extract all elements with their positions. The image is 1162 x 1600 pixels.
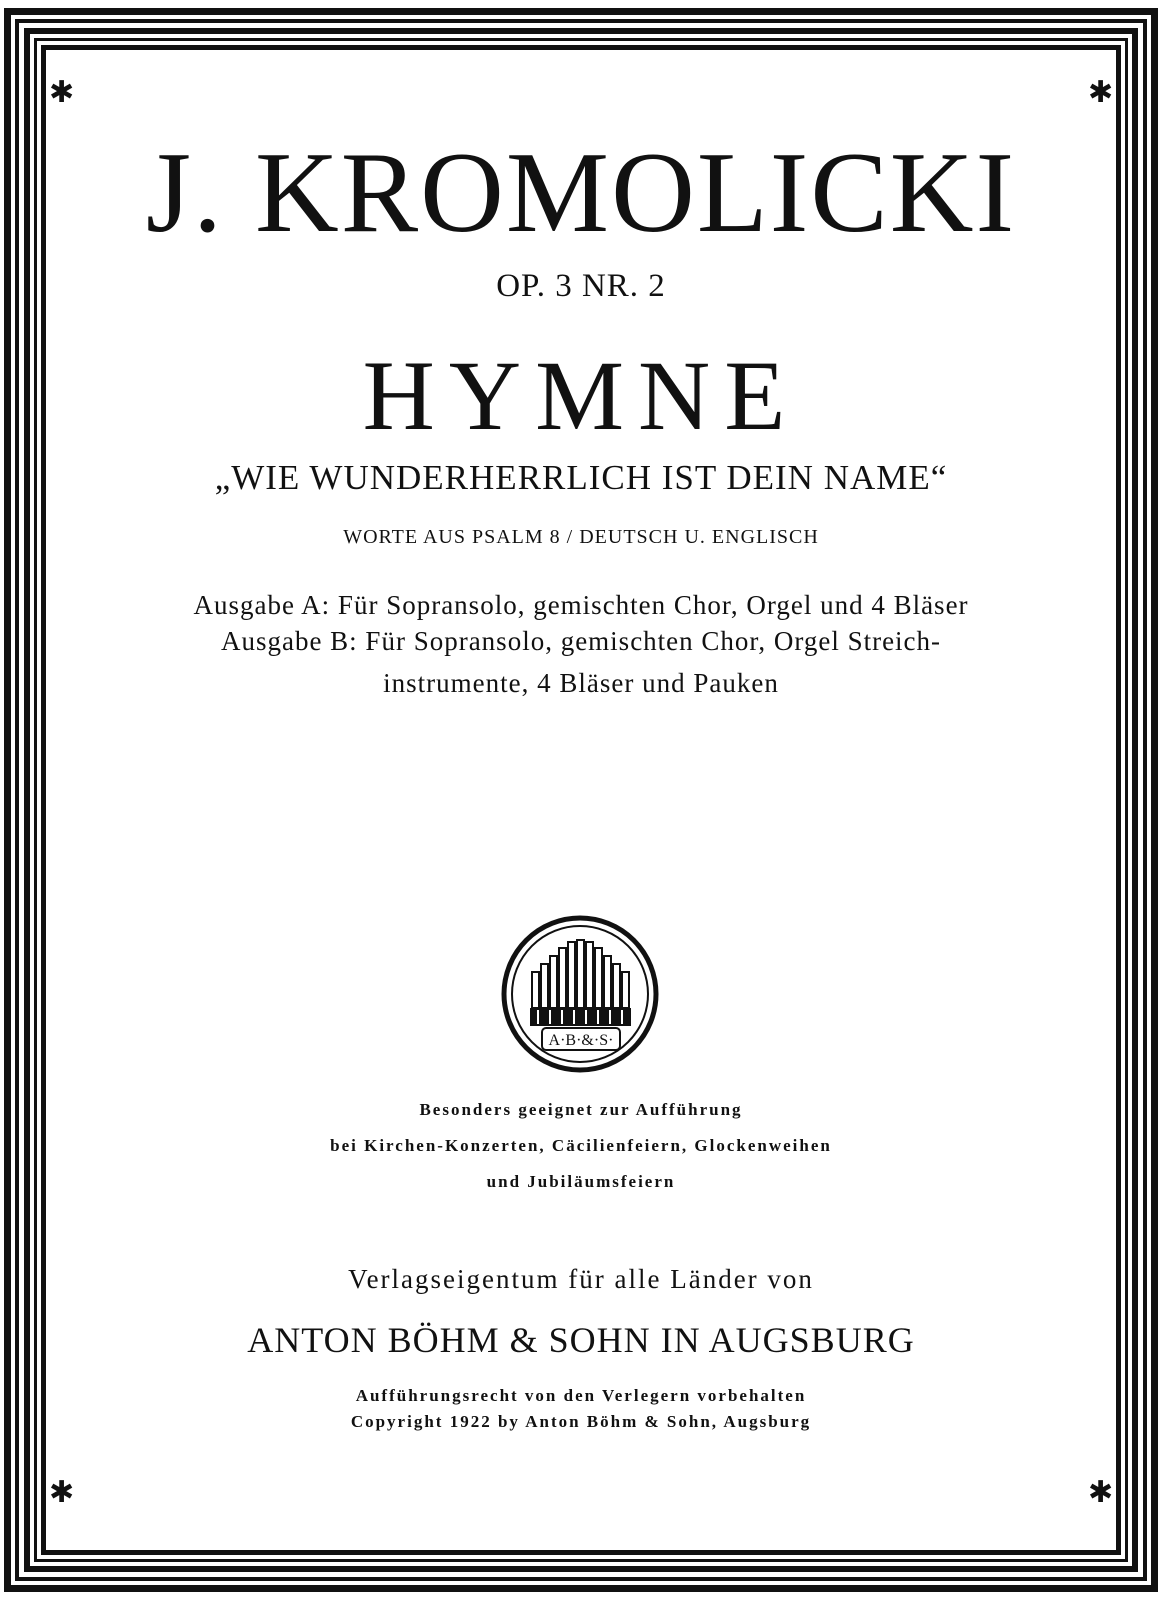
copyright-notice: Copyright 1922 by Anton Böhm & Sohn, Augsburg	[350, 1412, 812, 1431]
corner-asterisk-icon: ✱	[49, 75, 75, 110]
corner-asterisk-icon: ✱	[1088, 75, 1114, 110]
edition-b-line-1: Ausgabe B: Für Sopransolo, gemischten Chor, Orgel Streich-	[220, 626, 942, 656]
edition-b-line-2: instrumente, 4 Bläser und Pauken	[383, 668, 779, 698]
corner-asterisk-icon: ✱	[49, 1475, 75, 1510]
organ-pipes-emblem-icon	[500, 914, 660, 1074]
work-title: HYMNE	[362, 340, 800, 451]
opus-number: OP. 3 NR. 2	[496, 268, 666, 304]
publisher-name: ANTON BÖHM & SOHN IN AUGSBURG	[247, 1320, 915, 1360]
performance-note-line-1: Besonders geeignet zur Aufführung	[419, 1100, 743, 1119]
words-note: WORTE AUS PSALM 8 / DEUTSCH U. ENGLISCH	[343, 526, 819, 548]
performance-note-line-3: und Jubiläumsfeiern	[486, 1172, 676, 1191]
ownership-note: Verlagseigentum für alle Länder von	[348, 1264, 814, 1294]
composer-name: J. KROMOLICKI	[145, 129, 1017, 257]
logo-monogram: A·B·&·S·	[548, 1032, 614, 1049]
edition-a: Ausgabe A: Für Sopransolo, gemischten Chor, Orgel und 4 Bläser	[193, 590, 969, 620]
corner-asterisk-icon: ✱	[1088, 1475, 1114, 1510]
performance-note-line-2: bei Kirchen-Konzerten, Cäcilienfeiern, Glockenweihen	[330, 1136, 832, 1155]
performance-rights: Aufführungsrecht von den Verlegern vorbehalten	[355, 1386, 807, 1405]
work-subtitle: „WIE WUNDERHERRLICH IST DEIN NAME“	[214, 458, 948, 497]
